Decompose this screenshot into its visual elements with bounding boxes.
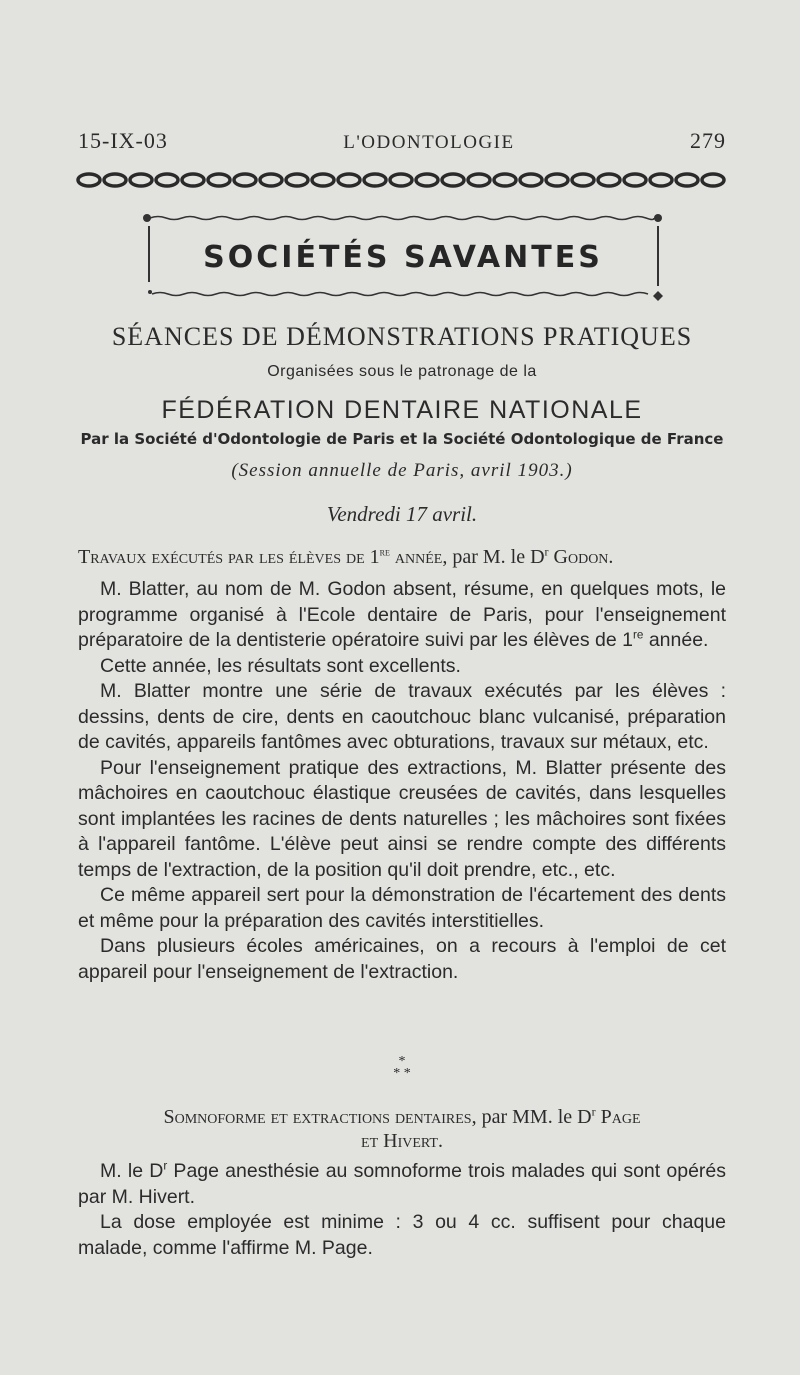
session-line: (Session annuelle de Paris, avril 1903.) [231, 460, 573, 481]
asterism-top: * [398, 1054, 406, 1069]
section-heading-part: Page [595, 1106, 641, 1128]
asterism-bottom: * * [393, 1066, 411, 1081]
paragraph-text: année. [643, 629, 709, 651]
superscript: re [379, 544, 390, 559]
session-date: Vendredi 17 avril. [326, 502, 478, 526]
superscript: r [544, 544, 549, 559]
paragraph: Dans plusieurs écoles américaines, on a recours à l'emploi de cet appareil pour l'enseignement de l'extraction. [78, 935, 726, 983]
paragraph: M. Blatter montre une série de travaux exécutés par les élèves : dessins, dents de cire, dents en caoutchouc blanc vulcanisé, préparation de cavités, appareils fantômes avec obturations, travaux sur métaux, etc. [78, 680, 726, 753]
paragraph-text: Page anesthésie au somnoforme trois malades qui sont opérés par M. Hivert. [78, 1160, 726, 1208]
main-heading: SÉANCES DE DÉMONSTRATIONS PRATIQUES [111, 322, 693, 351]
running-head [78, 128, 726, 154]
paragraph: Cette année, les résultats sont excellents. [100, 654, 461, 677]
patronage-line: Organisées sous le patronage de la [267, 363, 537, 380]
superscript: r [163, 1159, 168, 1173]
section-heading-part: Somnoforme et extractions dentaires, [163, 1106, 477, 1128]
federation-heading: FÉDÉRATION DENTAIRE NATIONALE [161, 396, 643, 424]
paragraph-text: M. Blatter, au nom de M. Godon absent, résume, en quelques mots, le programme organisé à l'Ecole dentaire de Paris, pour l'enseignement préparatoire de la dentisterie opératoire suivi par les élèves de 1 [78, 578, 726, 651]
section-heading-part: Travaux exécutés par les élèves de 1 [78, 546, 380, 568]
section-heading-travaux [78, 545, 726, 569]
superscript: re [633, 628, 644, 642]
section-heading-line: et Hivert. [361, 1130, 443, 1152]
paragraph: Ce même appareil sert pour la démonstration de l'écartement des dents et même pour la préparation des cavités interstitielles. [78, 884, 726, 932]
section-heading-part: par MM. le D [476, 1106, 592, 1128]
paragraph: La dose employée est minime : 3 ou 4 cc. suffisent pour chaque malade, comme l'affirme M. Page. [78, 1211, 726, 1259]
section1-body [78, 577, 726, 985]
paragraph [78, 1159, 726, 1210]
chain-ornament [76, 170, 726, 190]
section-banner-title: SOCIÉTÉS SAVANTES [203, 240, 603, 275]
section2-body [78, 1159, 726, 1261]
section-heading-name: Godon. [548, 546, 614, 568]
section-heading-part: année, [389, 546, 448, 568]
asterism [78, 1056, 726, 1080]
paragraph: Pour l'enseignement pratique des extractions, M. Blatter présente des mâchoires en caoutchouc élastique creusées de cavités, dans lesquelles sont implantées les racines de dents naturelles ; les mâchoires sont fixées à l'appareil fantôme. L'élève peut ainsi se rendre compte des différents temps de l'extraction, de la position qu'il doit prendre, etc., etc. [78, 756, 726, 881]
societies-line: Par la Société d'Odontologie de Paris et la Société Odontologique de France [80, 430, 724, 448]
journal-title: L'ODONTOLOGIE [343, 132, 515, 153]
section-heading-line [78, 1105, 726, 1129]
paragraph-text: M. le D [100, 1160, 164, 1182]
page-number: 279 [689, 128, 726, 153]
section-heading-part: par M. le D [447, 546, 545, 568]
section-heading-somnoforme [78, 1105, 726, 1153]
paragraph [78, 577, 726, 654]
superscript: r [591, 1104, 596, 1119]
issue-date: 15-IX-03 [78, 128, 168, 153]
